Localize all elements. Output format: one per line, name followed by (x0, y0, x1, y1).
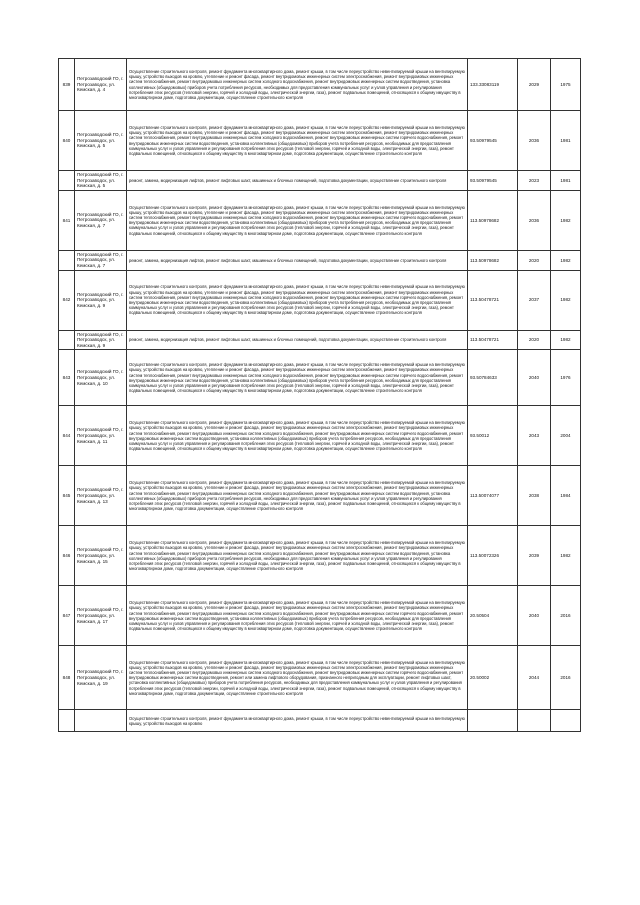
row-works-description: Осуществление строительного контроля, ремонт фундамента многоквартирного дома, ремонт крыши, в том числе переустройство невентилируемой крыши на вентилируемую крышу, устройство выходов на кровлю, утепление и ремонт фасада, ремонт внутридомовых инженерных систем электроснабжения, ремонт внутридомовых инженерных систем теплоснабжения, ремонт внутридомовых инженерных систем холодного водоснабжения, ремонт внутридомовых инженерных систем водоотведения, установка коллективных (общедомовых) приборов учета потребления ресурсов, необходимых для предоставления коммунальных услуг и узлов управления и регулирования потребления этих ресурсов (тепловой энергии, горячей и холодной воды, электрической энергии, газа), ремонт подвальных помещений, относящихся к общему имуществу в многоквартирном доме, подготовка документации, осуществление строительного контроля (127, 526, 468, 586)
row-works-description: ремонт, замена, модернизация лифтов, ремонт лифтовых шахт, машинных и блочных помещений, подготовка документации, осуществление строительного контроля (127, 250, 468, 270)
row-number (59, 250, 75, 270)
row-works-description: Осуществление строительного контроля, ремонт фундамента многоквартирного дома, ремонт крыши, в том числе переустройство невентилируемой крыши на вентилируемую крышу, устройство выходов на кровлю, утепление и ремонт фасада, ремонт внутридомовых инженерных систем электроснабжения, ремонт внутридомовых инженерных систем теплоснабжения, ремонт внутридомовых инженерных систем холодного водоснабжения, ремонт внутридомовых инженерных систем горячего водоснабжения, ремонт внутридомовых инженерных систем водоотведения, установка коллективных (общедомовых) приборов учета потребления ресурсов, необходимых для предоставления коммунальных услуг и узлов управления и регулирования потребления этих ресурсов (тепловой энергии, горячей и холодной воды, электрической энергии, газа), ремонт подвальных помещений, относящихся к общему имуществу в многоквартирном доме, подготовка документации, осуществление строительного контроля (127, 406, 468, 466)
row-works-description: ремонт, замена, модернизация лифтов, ремонт лифтовых шахт, машинных и блочных помещений, подготовка документации, осуществление строительного контроля (127, 330, 468, 350)
row-works-description: ремонт, замена, модернизация лифтов, ремонт лифтовых шахт, машинных и блочных помещений, подготовка документации, осуществление строительного контроля (127, 171, 468, 191)
row-built-year: 1975 (551, 59, 581, 111)
row-planned-year: 2039 (518, 526, 551, 586)
row-number: 847 (59, 586, 75, 646)
row-value: 113.50074077 (468, 466, 518, 526)
row-built-year (551, 710, 581, 732)
row-planned-year (518, 710, 551, 732)
row-built-year: 1981 (551, 111, 581, 171)
row-number: 845 (59, 466, 75, 526)
row-number (59, 330, 75, 350)
row-planned-year: 2038 (518, 466, 551, 526)
row-planned-year: 2036 (518, 190, 551, 250)
row-address: Петрозаводский ГО, г. Петрозаводск, ул. Кемская, д. 9 (75, 330, 127, 350)
row-built-year: 1982 (551, 330, 581, 350)
table-row (59, 646, 581, 710)
table-row (59, 586, 581, 646)
row-planned-year: 2020 (518, 330, 551, 350)
row-number: 840 (59, 111, 75, 171)
row-value: 113.50478721 (468, 270, 518, 330)
row-works-description: Осуществление строительного контроля, ремонт фундамента многоквартирного дома, ремонт крыши, в том числе переустройство невентилируемой крыши на вентилируемую крышу, устройство выходов на кровлю, утепление и ремонт фасада, ремонт внутридомовых инженерных систем электроснабжения, ремонт внутридомовых инженерных систем теплоснабжения, ремонт внутридомовых инженерных систем холодного водоснабжения, ремонт внутридомовых инженерных систем горячего водоснабжения, ремонт внутридомовых инженерных систем водоотведения, установка коллективных (общедомовых) приборов учета потребления ресурсов, необходимых для предоставления коммунальных услуг и узлов управления и регулирования потребления этих ресурсов (тепловой энергии, горячей и холодной воды, электрической энергии, газа), ремонт подвальных помещений, относящихся к общему имуществу в многоквартирном доме, подготовка документации, осуществление строительного контроля (127, 270, 468, 330)
table-body (59, 59, 581, 732)
row-address: Петрозаводский ГО, г. Петрозаводск, ул. Кемская, д. 7 (75, 190, 127, 250)
row-value: 20.50002 (468, 646, 518, 710)
row-built-year: 2016 (551, 586, 581, 646)
row-address: Петрозаводский ГО, г. Петрозаводск, ул. Кемская, д. 5 (75, 111, 127, 171)
row-number: 846 (59, 526, 75, 586)
row-planned-year: 2020 (518, 250, 551, 270)
row-address: Петрозаводский ГО, г. Петрозаводск, ул. Кемская, д. 15 (75, 526, 127, 586)
row-built-year: 1976 (551, 350, 581, 406)
table-row (59, 526, 581, 586)
table-row (59, 171, 581, 191)
row-built-year: 1982 (551, 270, 581, 330)
row-value: 133.33083119 (468, 59, 518, 111)
table-row (59, 59, 581, 111)
row-built-year: 1981 (551, 171, 581, 191)
row-planned-year: 2029 (518, 59, 551, 111)
row-value: 93.50784633 (468, 350, 518, 406)
table-row (59, 190, 581, 250)
row-value: 93.50979545 (468, 111, 518, 171)
row-address: Петрозаводский ГО, г. Петрозаводск, ул. Кемская, д. 19 (75, 646, 127, 710)
row-built-year: 2004 (551, 406, 581, 466)
row-number (59, 171, 75, 191)
table-row (59, 111, 581, 171)
row-value: 93.50979545 (468, 171, 518, 191)
row-works-description: Осуществление строительного контроля, ремонт фундамента многоквартирного дома, ремонт крыши, в том числе переустройство невентилируемой крыши на вентилируемую крышу, устройство выходов на кровлю, утепление и ремонт фасада, ремонт внутридомовых инженерных систем электроснабжения, ремонт внутридомовых инженерных систем теплоснабжения, ремонт внутридомовых инженерных систем холодного водоснабжения, ремонт внутридомовых инженерных систем горячего водоснабжения, ремонт внутридомовых инженерных систем водоотведения, установка коллективных (общедомовых) приборов учета потребления ресурсов, необходимых для предоставления коммунальных услуг и узлов управления и регулирования потребления этих ресурсов (тепловой энергии, горячей и холодной воды, электрической энергии, газа), ремонт подвальных помещений, относящихся к общему имуществу в многоквартирном доме, подготовка документации, осуществление строительного контроля (127, 350, 468, 406)
table-row (59, 710, 581, 732)
row-value: 113.50478721 (468, 330, 518, 350)
row-address: Петрозаводский ГО, г. Петрозаводск, ул. Кемская, д. 7 (75, 250, 127, 270)
row-value: 113.50978682 (468, 190, 518, 250)
row-planned-year: 2044 (518, 646, 551, 710)
table-row (59, 406, 581, 466)
row-number: 843 (59, 350, 75, 406)
row-value: 20.50504 (468, 586, 518, 646)
row-number: 848 (59, 646, 75, 710)
row-value: 113.50978682 (468, 250, 518, 270)
row-works-description: Осуществление строительного контроля, ремонт фундамента многоквартирного дома, ремонт крыши, в том числе переустройство невентилируемой крыши на вентилируемую крышу, устройство выходов на кровлю, утепление и ремонт фасада, ремонт внутридомовых инженерных систем электроснабжения, ремонт внутридомовых инженерных систем теплоснабжения, ремонт внутридомовых инженерных систем холодного водоснабжения, ремонт внутридомовых инженерных систем водоотведения, установка коллективных (общедомовых) приборов учета потребления ресурсов, необходимых для предоставления коммунальных услуг и узлов управления и регулирования потребления этих ресурсов (тепловой энергии, горячей и холодной воды, электрической энергии, газа), ремонт подвальных помещений, относящихся к общему имуществу в многоквартирном доме, подготовка документации, осуществление строительного контроля (127, 466, 468, 526)
row-built-year: 1984 (551, 466, 581, 526)
row-built-year: 2016 (551, 646, 581, 710)
row-address: Петрозаводский ГО, г. Петрозаводск, ул. Кемская, д. 9 (75, 270, 127, 330)
table-row (59, 350, 581, 406)
row-address: Петрозаводский ГО, г. Петрозаводск, ул. Кемская, д. 11 (75, 406, 127, 466)
row-built-year: 1982 (551, 190, 581, 250)
row-address: Петрозаводский ГО, г. Петрозаводск, ул. Кемская, д. 17 (75, 586, 127, 646)
row-works-description: Осуществление строительного контроля, ремонт фундамента многоквартирного дома, ремонт крыши, в том числе переустройство невентилируемой крыши на вентилируемую крышу, устройство выходов на кровлю, утепление и ремонт фасада, ремонт внутридомовых инженерных систем электроснабжения, ремонт внутридомовых инженерных систем теплоснабжения, ремонт внутридомовых инженерных систем холодного водоснабжения, ремонт внутридомовых инженерных систем водоотведения, установка коллективных (общедомовых) приборов учета потребления ресурсов, необходимых для предоставления коммунальных услуг и узлов управления и регулирования потребления этих ресурсов (тепловой энергии, горячей и холодной воды, электрической энергии, газа), ремонт подвальных помещений, относящихся к общему имуществу в многоквартирном доме, подготовка документации, осуществление строительного контроля (127, 59, 468, 111)
row-number: 841 (59, 190, 75, 250)
row-address (75, 710, 127, 732)
row-planned-year: 2037 (518, 270, 551, 330)
row-address: Петрозаводский ГО, г. Петрозаводск, ул. Кемская, д. 5 (75, 171, 127, 191)
table-row (59, 466, 581, 526)
row-built-year: 1982 (551, 526, 581, 586)
row-works-description: Осуществление строительного контроля, ремонт фундамента многоквартирного дома, ремонт крыши, в том числе переустройство невентилируемой крыши на вентилируемую крышу, устройство выходов на кровлю, утепление и ремонт фасада, ремонт внутридомовых инженерных систем электроснабжения, ремонт внутридомовых инженерных систем теплоснабжения, ремонт внутридомовых инженерных систем холодного водоснабжения, ремонт внутридомовых инженерных систем горячего водоснабжения, ремонт внутридомовых инженерных систем водоотведения, ремонт или замена лифтового оборудования, признанного непригодным для эксплуатации, ремонт лифтовых шахт, установка коллективных (общедомовых) приборов учета потребления ресурсов, необходимых для предоставления коммунальных услуг и узлов управления и регулирования потребления этих ресурсов (тепловой энергии, горячей и холодной воды, электрической энергии, газа), ремонт подвальных помещений, относящихся к общему имуществу в многоквартирном доме, подготовка документации, осуществление строительного контроля (127, 646, 468, 710)
row-works-description: Осуществление строительного контроля, ремонт фундамента многоквартирного дома, ремонт крыши, в том числе переустройство невентилируемой крыши на вентилируемую крышу, устройство выходов на кровлю (127, 710, 468, 732)
table-row (59, 250, 581, 270)
capital-repair-table (58, 58, 581, 732)
row-planned-year: 2040 (518, 350, 551, 406)
row-built-year: 1982 (551, 250, 581, 270)
row-value: 93.50012 (468, 406, 518, 466)
row-number (59, 710, 75, 732)
row-value: 113.50072326 (468, 526, 518, 586)
row-planned-year: 2036 (518, 111, 551, 171)
row-number: 839 (59, 59, 75, 111)
row-works-description: Осуществление строительного контроля, ремонт фундамента многоквартирного дома, ремонт крыши, в том числе переустройство невентилируемой крыши на вентилируемую крышу, устройство выходов на кровлю, утепление и ремонт фасада, ремонт внутридомовых инженерных систем электроснабжения, ремонт внутридомовых инженерных систем теплоснабжения, ремонт внутридомовых инженерных систем холодного водоснабжения, ремонт внутридомовых инженерных систем горячего водоснабжения, ремонт внутридомовых инженерных систем водоотведения, установка коллективных (общедомовых) приборов учета потребления ресурсов, необходимых для предоставления коммунальных услуг и узлов управления и регулирования потребления этих ресурсов (тепловой энергии, горячей и холодной воды, электрической энергии, газа), ремонт подвальных помещений, относящихся к общему имуществу в многоквартирном доме, подготовка документации, осуществление строительного контроля (127, 190, 468, 250)
row-value (468, 710, 518, 732)
row-planned-year: 2023 (518, 171, 551, 191)
row-address: Петрозаводский ГО, г. Петрозаводск, ул. Кемская, д. 4 (75, 59, 127, 111)
row-address: Петрозаводский ГО, г. Петрозаводск, ул. Кемская, д. 13 (75, 466, 127, 526)
row-planned-year: 2040 (518, 586, 551, 646)
row-planned-year: 2043 (518, 406, 551, 466)
table-row (59, 330, 581, 350)
row-number: 844 (59, 406, 75, 466)
row-works-description: Осуществление строительного контроля, ремонт фундамента многоквартирного дома, ремонт крыши, в том числе переустройство невентилируемой крыши на вентилируемую крышу, устройство выходов на кровлю, утепление и ремонт фасада, ремонт внутридомовых инженерных систем электроснабжения, ремонт внутридомовых инженерных систем теплоснабжения, ремонт внутридомовых инженерных систем холодного водоснабжения, ремонт внутридомовых инженерных систем горячего водоснабжения, ремонт внутридомовых инженерных систем водоотведения, установка коллективных (общедомовых) приборов учета потребления ресурсов, необходимых для предоставления коммунальных услуг и узлов управления и регулирования потребления этих ресурсов (тепловой энергии, горячей и холодной воды, электрической энергии, газа), ремонт подвальных помещений, относящихся к общему имуществу в многоквартирном доме, подготовка документации, осуществление строительного контроля (127, 111, 468, 171)
table-row (59, 270, 581, 330)
row-number: 842 (59, 270, 75, 330)
row-address: Петрозаводский ГО, г. Петрозаводск, ул. Кемская, д. 10 (75, 350, 127, 406)
row-works-description: Осуществление строительного контроля, ремонт фундамента многоквартирного дома, ремонт крыши, в том числе переустройство невентилируемой крыши на вентилируемую крышу, устройство выходов на кровлю, утепление и ремонт фасада, ремонт внутридомовых инженерных систем электроснабжения, ремонт внутридомовых инженерных систем теплоснабжения, ремонт внутридомовых инженерных систем холодного водоснабжения, ремонт внутридомовых инженерных систем горячего водоснабжения, ремонт внутридомовых инженерных систем водоотведения, установка коллективных (общедомовых) приборов учета потребления ресурсов, необходимых для предоставления коммунальных услуг и узлов управления и регулирования потребления этих ресурсов (тепловой энергии, горячей и холодной воды, электрической энергии, газа), ремонт подвальных помещений, относящихся к общему имуществу в многоквартирном доме, подготовка документации, осуществление строительного контроля (127, 586, 468, 646)
